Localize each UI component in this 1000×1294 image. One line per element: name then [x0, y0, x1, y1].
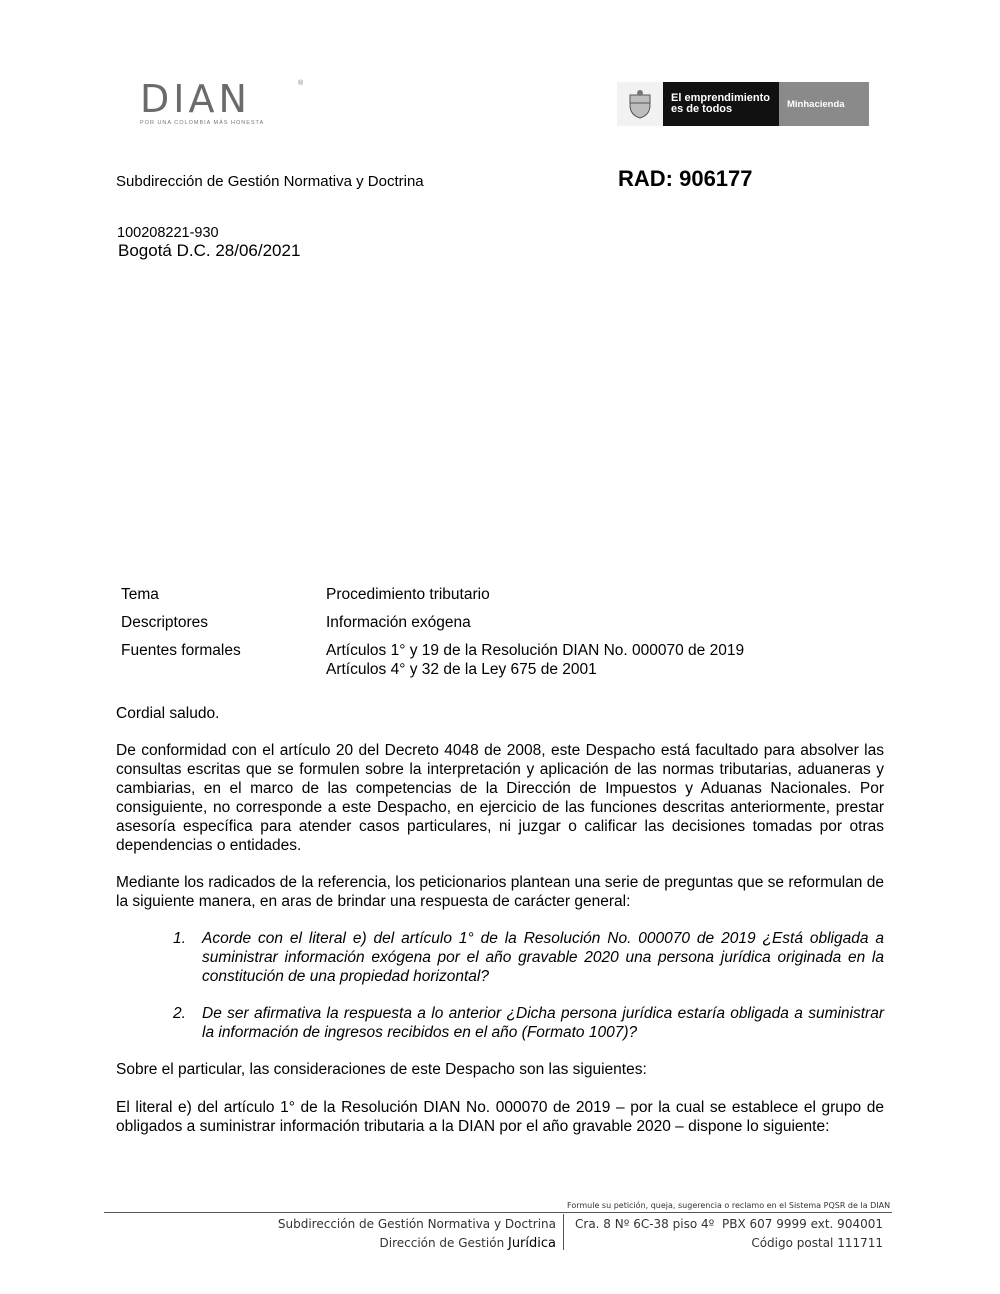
paragraph-questions-intro: Mediante los radicados de la referencia, los peticionarios plantean una serie de preguntas que se reformulan de la siguiente manera, en aras de brindar una respuesta de carácter general: — [116, 874, 884, 910]
fuentes-label: Fuentes formales — [121, 642, 241, 659]
office-name: Subdirección de Gestión Normativa y Doctrina — [116, 173, 424, 190]
footer-phone: PBX 607 9999 ext. 904001 — [722, 1217, 883, 1231]
gov-logo-main-text: El emprendimiento es de todos — [663, 82, 779, 126]
footer-address: Cra. 8 Nº 6C-38 piso 4º — [575, 1217, 715, 1231]
footer-divider — [104, 1212, 892, 1213]
footer-direction-line — [260, 1234, 556, 1253]
question-item — [116, 929, 884, 986]
footer-contact — [575, 1215, 883, 1253]
dian-logo — [140, 77, 305, 130]
table-row — [121, 613, 744, 641]
registered-mark-icon: ® — [298, 80, 304, 87]
paragraph-considerations: Sobre el particular, las consideraciones de este Despacho son las siguientes: — [116, 1061, 647, 1078]
footer-postal: Código postal 111711 — [751, 1236, 883, 1250]
gov-logo-ministry-text: Minhacienda — [779, 82, 869, 126]
footer-direction-emphasis: Jurídica — [507, 1236, 556, 1251]
dian-logo-text: DIAN — [140, 77, 251, 121]
descriptores-label: Descriptores — [121, 614, 208, 631]
footer-direction-prefix: Dirección de Gestión — [379, 1236, 508, 1250]
footer-vertical-divider — [563, 1214, 564, 1250]
paragraph-literal: El literal e) del artículo 1° de la Resolución DIAN No. 000070 de 2019 – por la cual se establece el grupo de obligados a suministrar información tributaria a la DIAN por el año gravable 2020 – dispone lo siguiente: — [116, 1099, 884, 1135]
reference-code: 100208221-930 — [117, 225, 219, 241]
question-number: 2. — [173, 1005, 186, 1022]
table-row — [121, 641, 744, 688]
metadata-table — [121, 585, 744, 688]
greeting: Cordial saludo. — [116, 705, 220, 722]
descriptores-value: Información exógena — [326, 614, 471, 631]
fuentes-value — [326, 641, 744, 688]
question-number: 1. — [173, 930, 186, 947]
rad-number: RAD: 906177 — [618, 166, 753, 191]
fuentes-value-line: Artículos 4° y 32 de la Ley 675 de 2001 — [326, 661, 597, 678]
paragraph-competence: De conformidad con el artículo 20 del Decreto 4048 de 2008, este Despacho está facultado para absolver las consultas escritas que se formulen sobre la interpretación y aplicación de las normas tributarias, aduaneras y cambiarias, en el marco de las competencias de la Dirección de Impuestos y Aduanas Nacionales. Por consiguiente, no corresponde a este Despacho, en ejercicio de las funciones descritas anteriormente, prestar asesoría específica para atender casos particulares, ni juzgar o calificar las decisiones tomadas por otras dependencias o entidades. — [116, 742, 884, 854]
footer-office — [260, 1215, 556, 1253]
question-item — [116, 1004, 884, 1042]
tema-value: Procedimiento tributario — [326, 586, 490, 603]
city-date: Bogotá D.C. 28/06/2021 — [118, 241, 301, 260]
question-text: De ser afirmativa la respuesta a lo anterior ¿Dicha persona jurídica estaría obligada a suministrar la información de ingresos recibidos en el año (Formato 1007)? — [202, 1005, 884, 1041]
table-row — [121, 585, 744, 613]
question-text: Acorde con el literal e) del artículo 1° de la Resolución No. 000070 de 2019 ¿Está obligada a suministrar información exógena por el año gravable 2020 una persona jurídica originada en la constitución de una propiedad horizontal? — [202, 930, 884, 985]
coat-of-arms-icon — [617, 82, 663, 126]
tema-label: Tema — [121, 586, 159, 603]
dian-tagline: POR UNA COLOMBIA MÁS HONESTA — [140, 120, 265, 126]
pqsr-note: Formule su petición, queja, sugerencia o reclamo en el Sistema PQSR de la DIAN — [567, 1201, 891, 1210]
footer-office-line: Subdirección de Gestión Normativa y Doctrina — [277, 1217, 556, 1231]
government-logo — [617, 82, 869, 126]
fuentes-value-line: Artículos 1° y 19 de la Resolución DIAN No. 000070 de 2019 — [326, 642, 745, 659]
